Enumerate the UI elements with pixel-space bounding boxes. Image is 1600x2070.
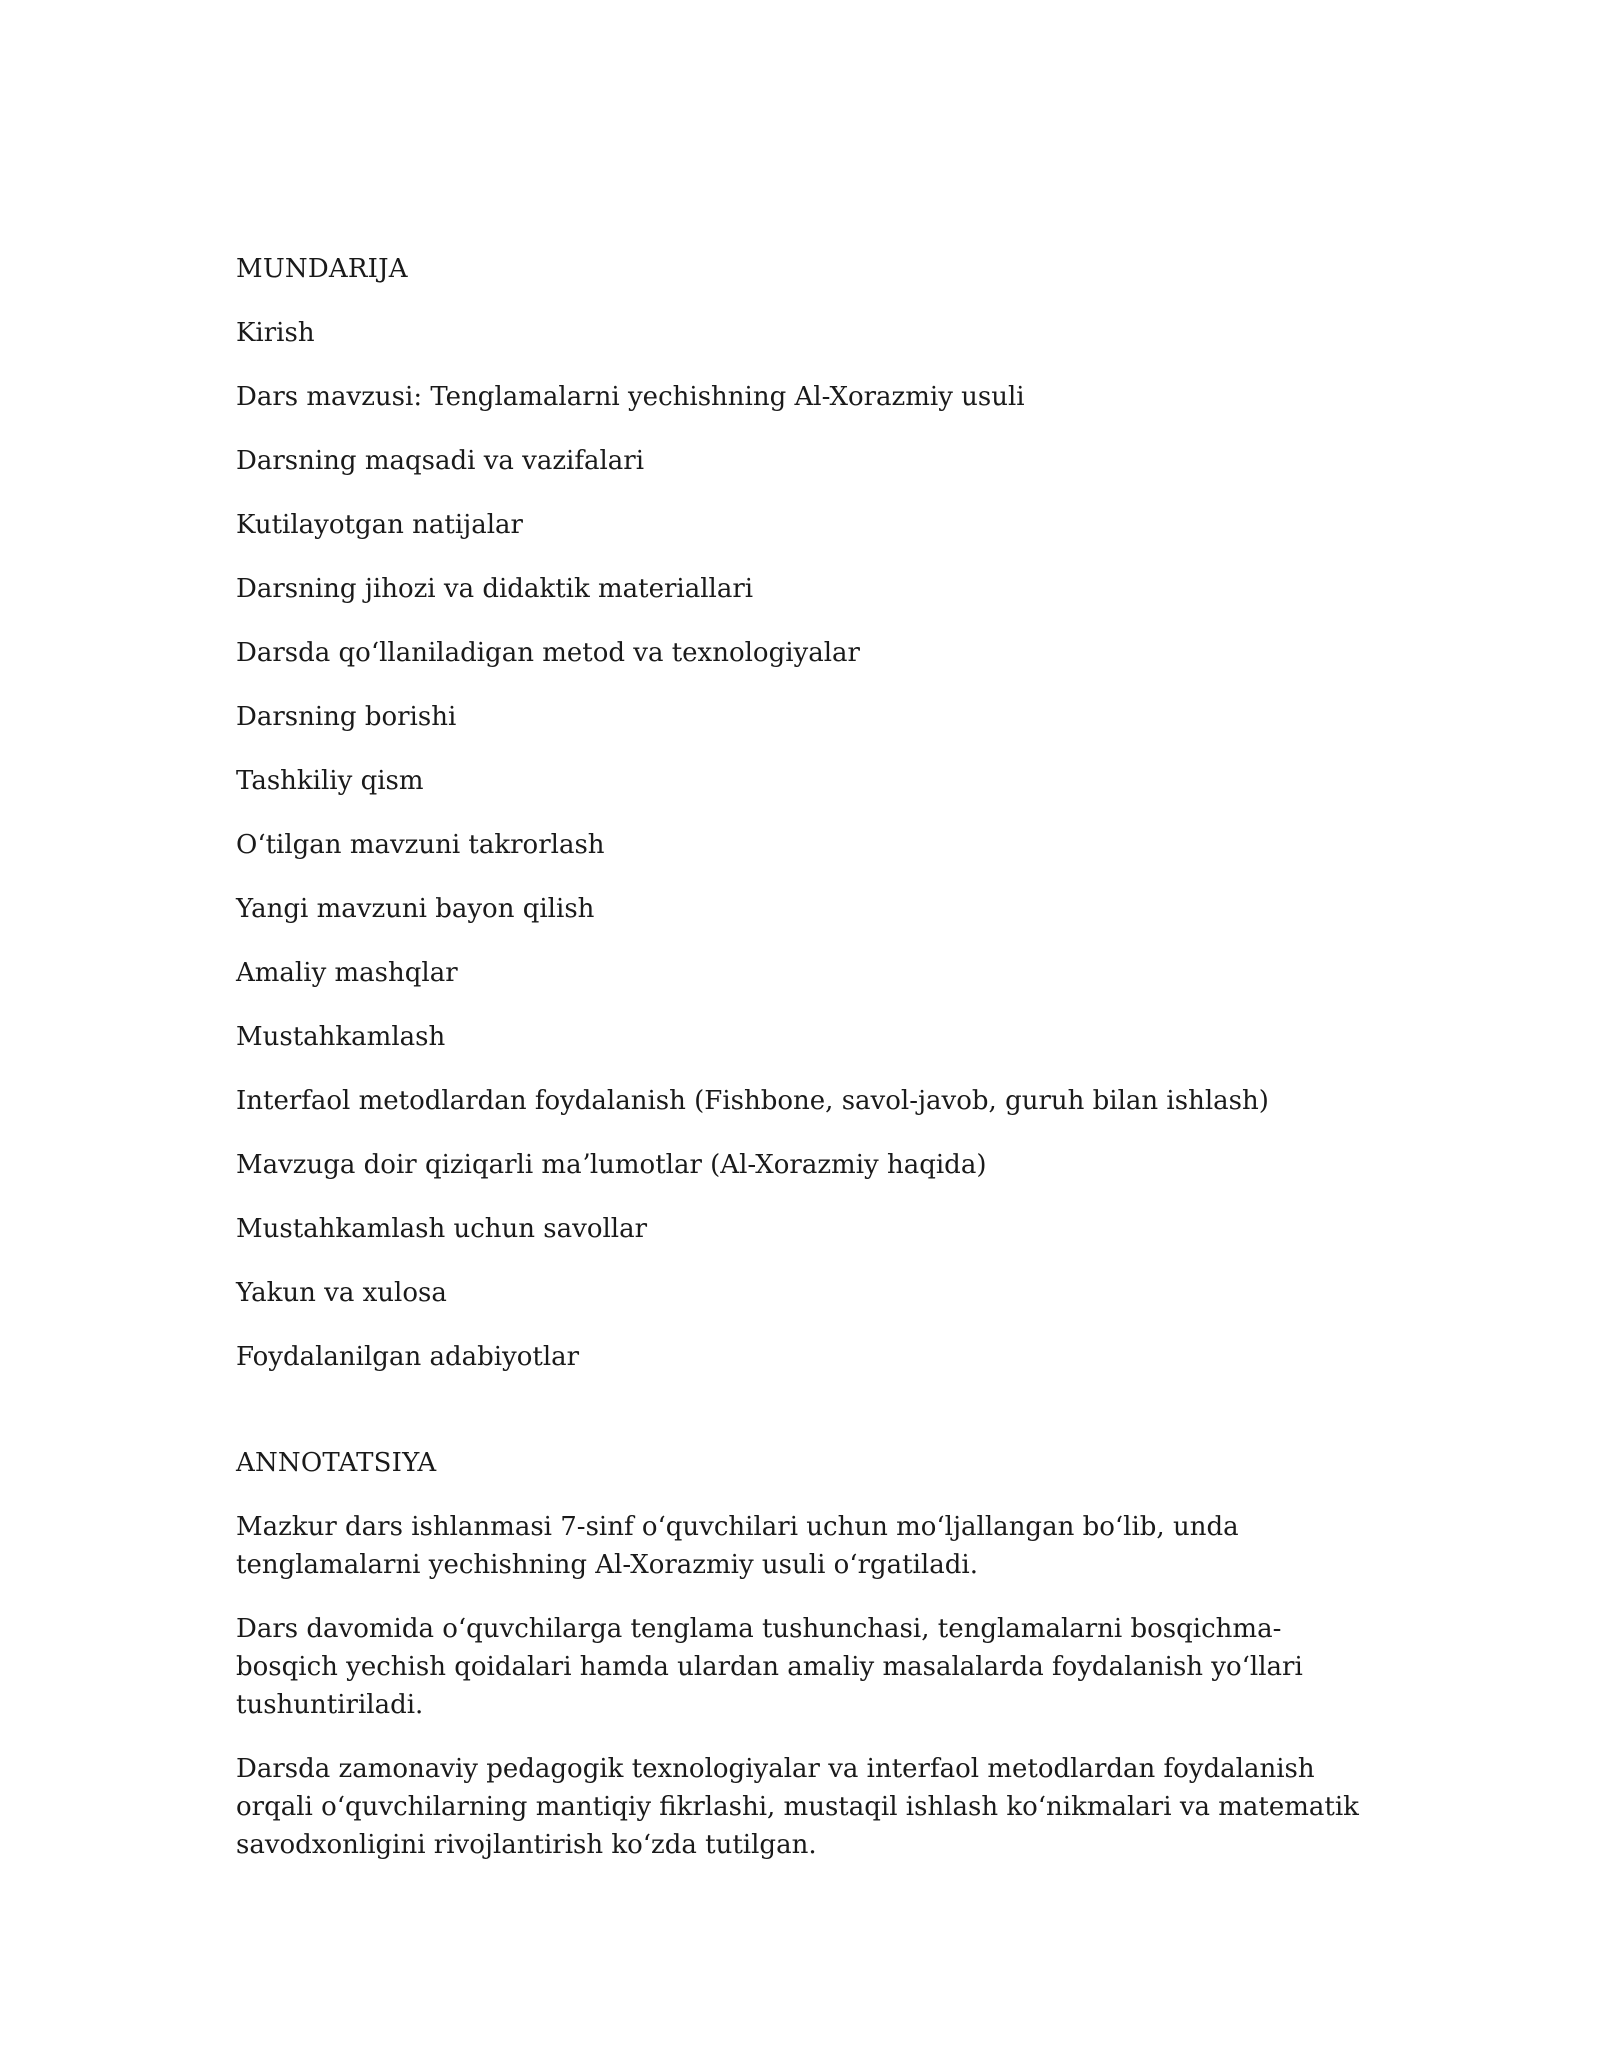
contents-item: Tashkiliy qism <box>236 766 424 796</box>
contents-list <box>236 314 1366 1376</box>
contents-item: Interfaol metodlardan foydalanish (Fishbone, savol-javob, guruh bilan ishlash) <box>236 1086 1269 1116</box>
annotation-section <box>236 1444 1366 1864</box>
annotation-paragraph: Darsda zamonaviy pedagogik texnologiyalar va interfaol metodlardan foydalanish orqali oʻquvchilarning mantiqiy fikrlashi, mustaqil ishlash koʻnikmalari va matematik savodxonligini rivojlantirish koʻzda tutilgan. <box>236 1754 1359 1860</box>
table-of-contents <box>236 250 1366 1376</box>
annotation-paragraph: Mazkur dars ishlanmasi 7-sinf oʻquvchilari uchun moʻljallangan boʻlib, unda tenglamalarni yechishning Al-Xorazmiy usuli oʻrgatiladi. <box>236 1512 1239 1580</box>
annotation-paragraph: Dars davomida oʻquvchilarga tenglama tushunchasi, tenglamalarni bosqichma-bosqich yechish qoidalari hamda ulardan amaliy masalalarda foydalanish yoʻllari tushuntiriladi. <box>236 1614 1303 1720</box>
contents-item: Kirish <box>236 318 315 348</box>
contents-item: Mavzuga doir qiziqarli maʼlumotlar (Al-Xorazmiy haqida) <box>236 1150 987 1180</box>
contents-item: Kutilayotgan natijalar <box>236 510 523 540</box>
document-page <box>236 250 1366 1864</box>
annotation-heading: ANNOTATSIYA <box>236 1448 437 1478</box>
contents-item: Yakun va xulosa <box>236 1278 447 1308</box>
contents-item: Yangi mavzuni bayon qilish <box>236 894 595 924</box>
contents-item: Oʻtilgan mavzuni takrorlash <box>236 830 605 860</box>
contents-item: Darsning borishi <box>236 702 457 732</box>
contents-heading: MUNDARIJA <box>236 254 408 284</box>
contents-item: Amaliy mashqlar <box>236 958 458 988</box>
contents-item: Darsda qoʻllaniladigan metod va texnologiyalar <box>236 638 860 668</box>
contents-item: Mustahkamlash <box>236 1022 446 1052</box>
contents-item: Dars mavzusi: Tenglamalarni yechishning Al-Xorazmiy usuli <box>236 382 1025 412</box>
contents-item: Darsning jihozi va didaktik materiallari <box>236 574 754 604</box>
contents-item: Mustahkamlash uchun savollar <box>236 1214 648 1244</box>
contents-item: Darsning maqsadi va vazifalari <box>236 446 645 476</box>
contents-item: Foydalanilgan adabiyotlar <box>236 1342 580 1372</box>
